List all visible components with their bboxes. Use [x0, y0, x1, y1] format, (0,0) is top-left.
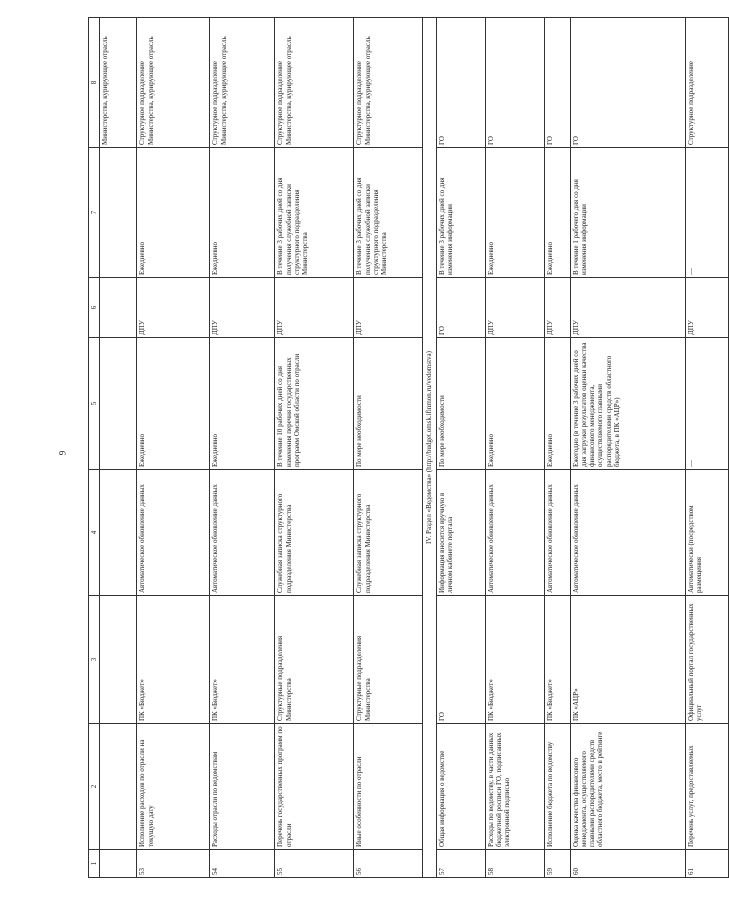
table-cell: Структурное подразделение Министерства, курирующее отрасль — [354, 18, 423, 148]
table-cell: Ежедневно — [485, 148, 544, 278]
table-row — [685, 18, 728, 878]
table-cell: 56 — [354, 850, 423, 878]
table-cell: Структурное подразделение Министерства, курирующее отрасль — [137, 18, 210, 148]
table-cell: Информация вносится вручную в личном кабинете портала — [436, 470, 485, 596]
table-row — [275, 18, 354, 878]
table-row — [436, 18, 485, 878]
table-cell: Ежедневно — [210, 148, 275, 278]
table-cell: 61 — [685, 850, 728, 878]
table-cell: ДПУ — [685, 278, 728, 338]
table-row — [210, 18, 275, 878]
table-cell: В течение 1 рабочего дня со дня изменения информации — [570, 148, 685, 278]
col-header: 3 — [89, 596, 100, 724]
table-cell: Общая информация о ведомстве — [436, 724, 485, 850]
table-cell: Автоматическое обновление данных — [570, 470, 685, 596]
table-cell: ПК «Бюджет» — [137, 596, 210, 724]
table-cell: Ежедневно — [210, 338, 275, 470]
table-cell: ДПУ — [570, 278, 685, 338]
table-cell: Структурные подразделения Министерства — [275, 596, 354, 724]
table-cell: В течение 3 рабочих дней со дня изменения информации — [436, 148, 485, 278]
table-row — [137, 18, 210, 878]
table-cell: ДПУ — [354, 278, 423, 338]
continuation-row — [100, 18, 137, 878]
table-cell: Автоматически (посредством размещения — [685, 470, 728, 596]
col-header: 1 — [89, 850, 100, 878]
table-row — [570, 18, 685, 878]
table-cell: Исполнение бюджета по ведомству — [544, 724, 570, 850]
table-cell: Иные особенности по отрасли — [354, 724, 423, 850]
col-header: 5 — [89, 338, 100, 470]
table-cell: Ежедневно — [544, 148, 570, 278]
col-header: 2 — [89, 724, 100, 850]
table-cell: В течение 3 рабочих дней со дня получения служебной записки структурного подразделения Министерства — [275, 148, 354, 278]
table-cell: ПК «Бюджет» — [485, 596, 544, 724]
table-cell: В течение 3 рабочих дней со дня получения служебной записки структурного подразделения Министерства — [354, 148, 423, 278]
table-cell: Структурные подразделения Министерства — [354, 596, 423, 724]
table-cell: ДПУ — [485, 278, 544, 338]
table-cell: По мере необходимости — [436, 338, 485, 470]
table-cell: Ежедневно — [544, 338, 570, 470]
table-cell: ДПУ — [137, 278, 210, 338]
table-cell: ПК «Бюджет» — [544, 596, 570, 724]
table-cell: 59 — [544, 850, 570, 878]
table-cell: — — [685, 148, 728, 278]
table-cell: ГО — [436, 278, 485, 338]
table-cell: Структурное подразделение Министерства, курирующее отрасль — [210, 18, 275, 148]
table-cell: Служебная записка структурного подразделения Министерства — [354, 470, 423, 596]
section-title: IV. Раздел «Ведомства» (http://budget.omsk.ifinmon.ru/vedomstva) — [423, 18, 436, 878]
table-cell: ГО — [485, 18, 544, 148]
table-cell: Ежегодно (в течение 3 рабочих дней со дня загрузки результатов оценки качества финансового менеджмента, осуществляемого главными распорядителями средств областного бюджета, в ПК «АЦР») — [570, 338, 685, 470]
table-cell: 53 — [137, 850, 210, 878]
table-cell: Оценка качества финансового менеджмента, осуществляемого главными распорядителями средств областного бюджета, место в рейтинге — [570, 724, 685, 850]
table-cell: Ежедневно — [137, 148, 210, 278]
table-cell: Официальный портал государственных услуг — [685, 596, 728, 724]
table-cell: Служебная записка структурного подразделения Министерства — [275, 470, 354, 596]
regulation-table — [88, 17, 729, 878]
table-cell: ДПУ — [210, 278, 275, 338]
table-row — [485, 18, 544, 878]
column-number-row — [89, 18, 100, 878]
table-cell: Автоматическое обновление данных — [210, 470, 275, 596]
table-cell: 55 — [275, 850, 354, 878]
table-cell: — — [685, 338, 728, 470]
table-cell: ПК «АЦР» — [570, 596, 685, 724]
table-cell: Перечень услуг, предоставляемых — [685, 724, 728, 850]
table-cell: Ежедневно — [137, 338, 210, 470]
table-cell: Структурное подразделение Министерства, курирующее отрасль — [275, 18, 354, 148]
table-cell: ПК «Бюджет» — [210, 596, 275, 724]
table-cell: Министерства, курирующее отрасль — [100, 18, 137, 148]
col-header: 4 — [89, 470, 100, 596]
section-row — [423, 18, 436, 878]
table-cell: В течение 10 рабочих дней со дня изменения перечня государственных программ Омской области по отрасли — [275, 338, 354, 470]
table-cell: Исполнение расходов по отрасли на текущую дату — [137, 724, 210, 850]
table-row — [354, 18, 423, 878]
table-cell: По мере необходимости — [354, 338, 423, 470]
table-cell: 54 — [210, 850, 275, 878]
table-cell: Перечень государственных программ по отрасли — [275, 724, 354, 850]
table-cell: Автоматическое обновление данных — [544, 470, 570, 596]
table-cell: Структурное подразделение — [685, 18, 728, 148]
table-cell: Ежедневно — [485, 338, 544, 470]
table-cell: 57 — [436, 850, 485, 878]
table-cell: ГО — [436, 596, 485, 724]
table-cell: Автоматическое обновление данных — [137, 470, 210, 596]
table-cell: ГО — [544, 18, 570, 148]
table-cell: Расходы отрасли по ведомствам — [210, 724, 275, 850]
table-cell: ДПУ — [275, 278, 354, 338]
col-header: 6 — [89, 278, 100, 338]
table-cell: 60 — [570, 850, 685, 878]
table-cell: ГО — [570, 18, 685, 148]
table-cell: Автоматическое обновление данных — [485, 470, 544, 596]
rotated-table-wrapper — [88, 18, 703, 878]
table-cell: ГО — [436, 18, 485, 148]
table-cell: ДПУ — [544, 278, 570, 338]
col-header: 8 — [89, 18, 100, 148]
table-cell: 58 — [485, 850, 544, 878]
table-cell: Расходы по ведомству, в части данных бюджетной росписи ГО, подписанных электронной подписью — [485, 724, 544, 850]
page-number: 9 — [57, 450, 68, 456]
table-row — [544, 18, 570, 878]
col-header: 7 — [89, 148, 100, 278]
